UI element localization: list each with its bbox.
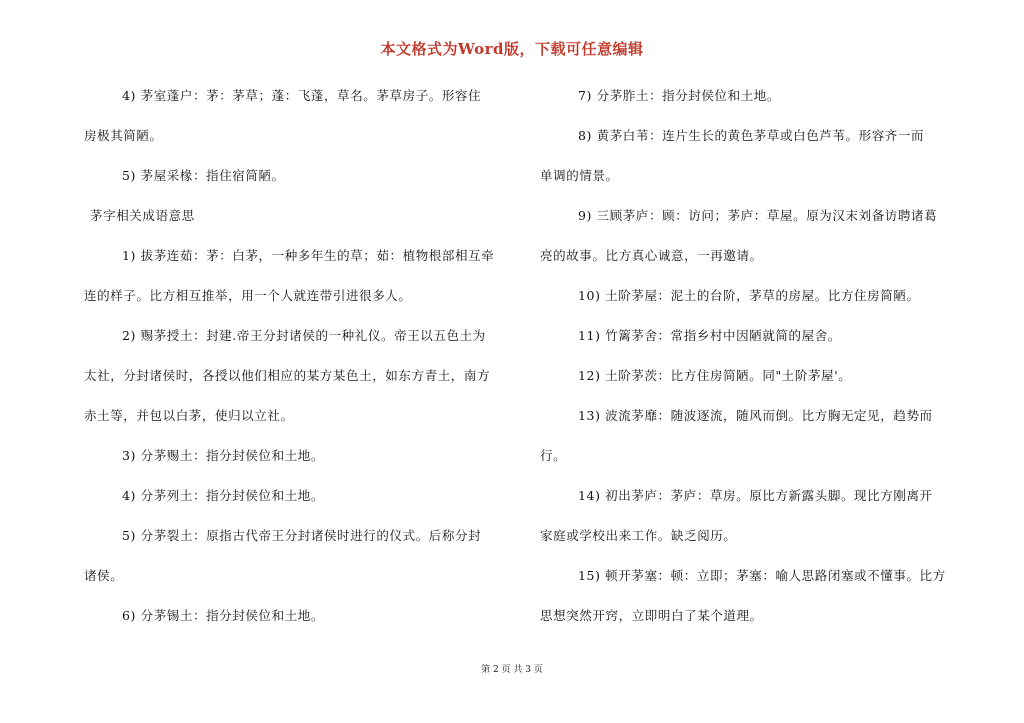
paragraph-line: 8) 黄茅白苇：连片生长的黄色茅草或白色芦苇。形容齐一而: [578, 128, 925, 143]
paragraph-line: 4) 分茅列土：指分封侯位和土地。: [122, 488, 325, 503]
download-banner: 本文格式为Word版，下载可任意编辑: [380, 40, 644, 58]
section-heading: 茅字相关成语意思: [90, 208, 195, 223]
paragraph-line: 5) 分茅裂土：原指古代帝王分封诸侯时进行的仪式。后称分封: [122, 528, 482, 543]
paragraph-line: 13) 波流茅靡：随波逐流，随风而倒。比方胸无定见，趋势而: [578, 408, 933, 423]
paragraph-line: 11) 竹篱茅舍：常指乡村中因陋就简的屋舍。: [578, 328, 841, 343]
paragraph-line: 3) 分茅赐土：指分封侯位和土地。: [122, 448, 325, 463]
paragraph-line: 连的样子。比方相互推举，用一个人就连带引进很多人。: [84, 288, 412, 303]
paragraph-line: 赤土等，并包以白茅，使归以立社。: [84, 408, 294, 423]
paragraph-line: 房极其简陋。: [84, 128, 163, 143]
paragraph-line: 12) 土阶茅茨：比方住房简陋。同"土阶茅屋'。: [578, 368, 852, 383]
paragraph-line: 10) 土阶茅屋：泥土的台阶，茅草的房屋。比方住房简陋。: [578, 288, 920, 303]
paragraph-line: 亮的故事。比方真心诚意，一再邀请。: [540, 248, 763, 263]
paragraph-line: 7) 分茅胙土：指分封侯位和土地。: [578, 88, 781, 103]
paragraph-line: 14) 初出茅庐：茅庐：草房。原比方新露头脚。现比方刚离开: [578, 488, 933, 503]
paragraph-line: 行。: [540, 448, 567, 463]
page-footer: 第 2 页 共 3 页: [481, 665, 543, 675]
paragraph-line: 15) 顿开茅塞：顿：立即；茅塞：喻人思路闭塞或不懂事。比方: [578, 568, 946, 583]
paragraph-line: 9) 三顾茅庐：顾：访问；茅庐：草屋。原为汉末刘备访聘诸葛: [578, 208, 938, 223]
paragraph-line: 家庭或学校出来工作。缺乏阅历。: [540, 528, 737, 543]
paragraph-line: 1) 拔茅连茹：茅：白茅，一种多年生的草；茹：植物根部相互牵: [122, 248, 495, 263]
paragraph-line: 4) 茅室蓬户：茅：茅草；蓬：飞蓬，草名。茅草房子。形容住: [122, 88, 482, 103]
paragraph-line: 5) 茅屋采椽：指住宿简陋。: [122, 168, 285, 183]
paragraph-line: 6) 分茅锡土：指分封侯位和土地。: [122, 608, 325, 623]
paragraph-line: 思想突然开窍，立即明白了某个道理。: [540, 608, 763, 623]
paragraph-line: 太社，分封诸侯时，各授以他们相应的某方某色土，如东方青土，南方: [84, 368, 491, 383]
paragraph-line: 2) 赐茅授土：封建.帝王分封诸侯的一种礼仪。帝王以五色土为: [122, 328, 486, 343]
paragraph-line: 诸侯。: [84, 568, 124, 583]
paragraph-line: 单调的情景。: [540, 168, 619, 183]
